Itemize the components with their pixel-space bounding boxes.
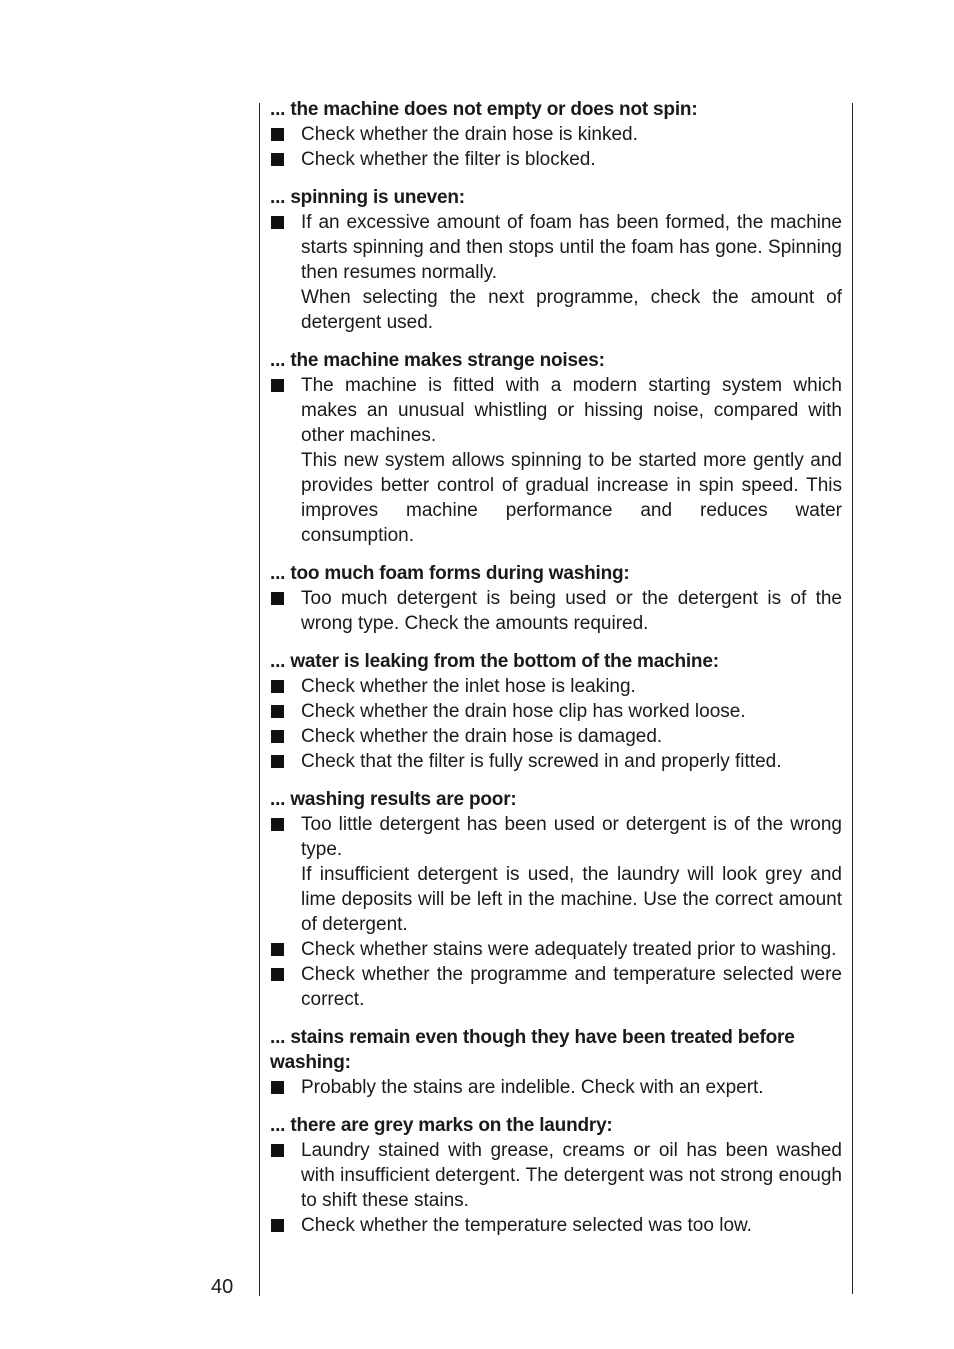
right-margin-rule xyxy=(852,103,853,1294)
square-bullet-icon xyxy=(271,1219,284,1232)
item-text: Check whether the temperature selected was too low. xyxy=(301,1215,752,1236)
square-bullet-icon xyxy=(271,379,284,392)
square-bullet-icon xyxy=(271,592,284,605)
list-item xyxy=(270,1213,842,1238)
left-margin-rule xyxy=(259,103,260,1296)
item-text: Check whether the drain hose is damaged. xyxy=(301,726,663,747)
square-bullet-icon xyxy=(271,730,284,743)
item-text: Too much detergent is being used or the detergent is of the wrong type. Check the amounts required. xyxy=(301,588,842,634)
list-item xyxy=(270,937,842,962)
page-number: 40 xyxy=(211,1276,234,1298)
list-item xyxy=(270,210,842,335)
list-item xyxy=(270,674,842,699)
square-bullet-icon xyxy=(271,216,284,229)
item-text: If insufficient detergent is used, the laundry will look grey and lime deposits will be left in the machine. Use the correct amount of detergent. xyxy=(301,864,842,935)
square-bullet-icon xyxy=(271,943,284,956)
item-text: Check whether the drain hose is kinked. xyxy=(301,124,638,145)
item-text: This new system allows spinning to be started more gently and provides better control of gradual increase in spin speed. This improves machine performance and reduces water consumption. xyxy=(301,450,842,546)
section-heading: ... too much foam forms during washing: xyxy=(270,563,630,584)
section-too-much-foam xyxy=(270,561,842,636)
item-text: Check whether the inlet hose is leaking. xyxy=(301,676,636,697)
item-text: Too little detergent has been used or detergent is of the wrong type. xyxy=(301,814,842,860)
section-heading: ... the machine makes strange noises: xyxy=(270,350,605,371)
square-bullet-icon xyxy=(271,755,284,768)
item-text: Check whether stains were adequately treated prior to washing. xyxy=(301,939,837,960)
section-grey-marks xyxy=(270,1113,842,1238)
section-stains-remain xyxy=(270,1025,842,1100)
section-poor-results xyxy=(270,787,842,1012)
list-item xyxy=(270,1075,842,1100)
section-heading: ... there are grey marks on the laundry: xyxy=(270,1115,613,1136)
item-text: Laundry stained with grease, creams or oil has been washed with insufficient detergent. The detergent was not strong enough to shift these stains. xyxy=(301,1140,842,1211)
item-text: When selecting the next programme, check the amount of detergent used. xyxy=(301,287,842,333)
square-bullet-icon xyxy=(271,1081,284,1094)
section-strange-noises xyxy=(270,348,842,548)
section-heading: ... washing results are poor: xyxy=(270,789,517,810)
section-heading: ... stains remain even though they have been treated before washing: xyxy=(270,1027,795,1073)
section-no-empty-no-spin xyxy=(270,97,842,172)
square-bullet-icon xyxy=(271,128,284,141)
list-item xyxy=(270,147,842,172)
section-uneven-spinning xyxy=(270,185,842,335)
item-text: Check that the filter is fully screwed in and properly fitted. xyxy=(301,751,782,772)
section-heading: ... the machine does not empty or does not spin: xyxy=(270,99,698,120)
square-bullet-icon xyxy=(271,968,284,981)
section-heading: ... spinning is uneven: xyxy=(270,187,465,208)
list-item xyxy=(270,373,842,548)
troubleshooting-content xyxy=(270,97,842,1251)
list-item xyxy=(270,699,842,724)
square-bullet-icon xyxy=(271,705,284,718)
item-text: Probably the stains are indelible. Check with an expert. xyxy=(301,1077,764,1098)
item-text: Check whether the programme and temperature selected were correct. xyxy=(301,964,842,1010)
item-text: The machine is fitted with a modern starting system which makes an unusual whistling or hissing noise, compared with other machines. xyxy=(301,375,842,446)
section-heading: ... water is leaking from the bottom of the machine: xyxy=(270,651,719,672)
list-item xyxy=(270,749,842,774)
list-item xyxy=(270,724,842,749)
square-bullet-icon xyxy=(271,818,284,831)
square-bullet-icon xyxy=(271,1144,284,1157)
item-text: Check whether the filter is blocked. xyxy=(301,149,596,170)
list-item xyxy=(270,962,842,1012)
square-bullet-icon xyxy=(271,153,284,166)
item-text: Check whether the drain hose clip has worked loose. xyxy=(301,701,746,722)
square-bullet-icon xyxy=(271,680,284,693)
item-text: If an excessive amount of foam has been formed, the machine starts spinning and then stops until the foam has gone. Spinning then resumes normally. xyxy=(301,212,842,283)
list-item xyxy=(270,586,842,636)
list-item xyxy=(270,122,842,147)
list-item xyxy=(270,812,842,937)
section-water-leaking xyxy=(270,649,842,774)
list-item xyxy=(270,1138,842,1213)
